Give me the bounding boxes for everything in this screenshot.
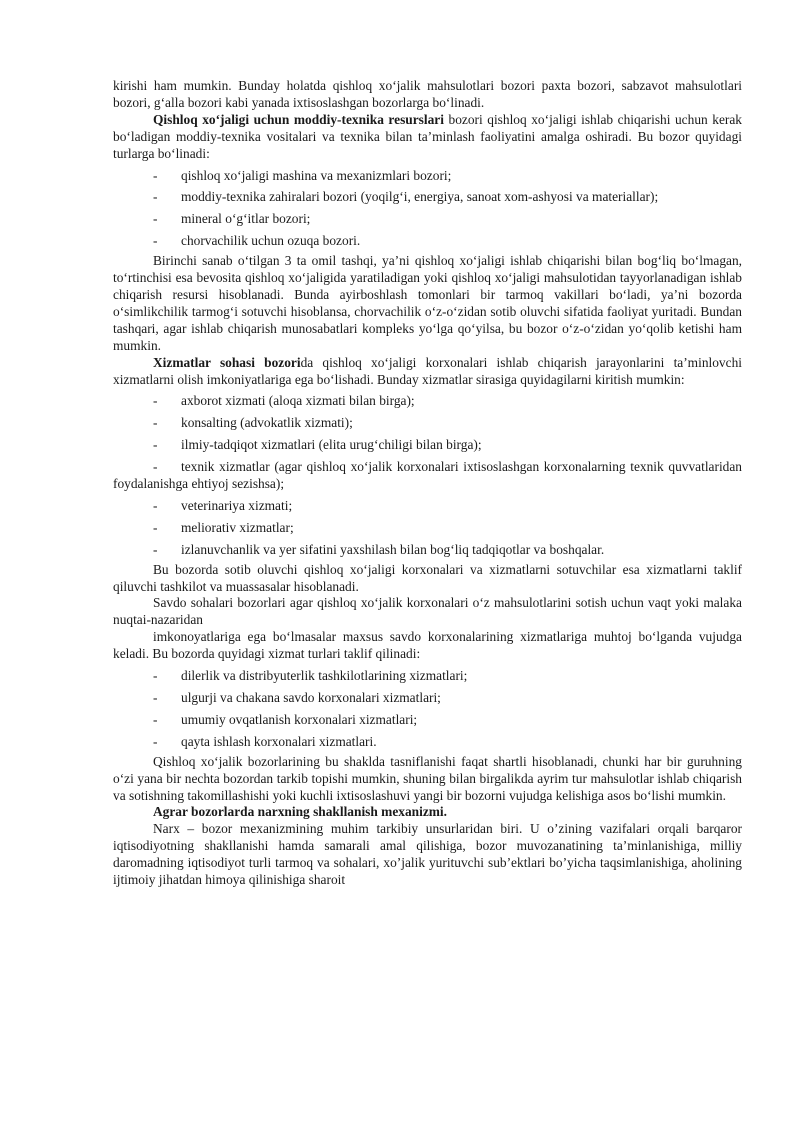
list-item-text: moddiy-texnika zahiralari bozori (yoqilg‘i, energiya, sanoat xom-ashyosi va materiallar); xyxy=(181,189,659,205)
dash-bullet: - xyxy=(153,393,158,409)
list-item-text: veterinariya xizmati; xyxy=(181,497,293,513)
list-item xyxy=(113,668,742,685)
section-heading: Agrar bozorlarda narxning shakllanish mexanizmi. xyxy=(153,804,447,820)
list-item-text: meliorativ xizmatlar; xyxy=(181,519,294,535)
dash-bullet: - xyxy=(153,497,158,513)
dash-bullet: - xyxy=(153,415,158,431)
list-item xyxy=(113,459,742,493)
document-page xyxy=(113,78,742,889)
list-item xyxy=(113,168,742,185)
dash-bullet: - xyxy=(153,233,158,249)
dash-bullet: - xyxy=(153,733,158,749)
list-item-text: izlanuvchanlik va yer sifatini yaxshilash bilan bog‘liq tadqiqotlar va boshqalar. xyxy=(181,541,605,557)
paragraph-text: bozori qishloq xo‘jaligi ishlab chiqarishi uchun kerak bo‘ladigan moddiy-texnika vositalari va texnika bilan ta’minlash faoliyatini amalga oshiradi. Bu bozor quyidagi turlarga bo‘linadi: xyxy=(113,111,742,161)
dash-bullet: - xyxy=(153,541,158,557)
list-item-text: ilmiy-tadqiqot xizmatlari (elita urug‘chiligi bilan birga); xyxy=(181,437,482,453)
paragraph: Birinchi sanab o‘tilgan 3 ta omil tashqi, ya’ni qishloq xo‘jaligi ishlab chiqarishi bilan bog‘liq bo‘lmagan, to‘rtinchisi esa bevosita qishloq xo‘jaligida yaratiladigan yoki qishloq xo‘jaligi mahsulotidan tayyorlanadigan ishlab chiqarish resursi hisoblanadi. Bunda ayirboshlash tomonlari bir tarmoq vakillari bo‘ladi, ya’ni bozorda o‘simlikchilik tarmog‘i sotuvchi hisoblansa, chorvachilik o‘z-o‘zidan sotib oluvchi sifatida faoliyat yuritadi. Bundan tashqari, agar ishlab chiqarish munosabatlari kompleks yo‘lga qo‘yilsa, bu bozor o‘z-o‘zidan yo‘qolib ketishi ham mumkin. xyxy=(113,253,742,353)
dash-bullet: - xyxy=(153,437,158,453)
paragraph: imkonoyatlariga ega bo‘lmasalar maxsus savdo korxonalarining xizmatlariga muhtoj bo‘lganda vujudga keladi. Bu bozorda quyidagi xizmat turlari taklif qilinadi: xyxy=(113,629,742,662)
list-item xyxy=(113,734,742,751)
list-item xyxy=(113,189,742,206)
dash-bullet: - xyxy=(153,189,158,205)
list-item-text: dilerlik va distribyuterlik tashkilotlarining xizmatlari; xyxy=(181,668,468,684)
paragraph: Savdo sohalari bozorlari agar qishloq xo‘jalik korxonalari o‘z mahsulotlarini sotish uchun vaqt yoki malaka nuqtai-nazaridan xyxy=(113,595,742,628)
paragraph xyxy=(113,355,742,389)
list-item-text: axborot xizmati (aloqa xizmati bilan birga); xyxy=(181,393,415,409)
paragraph: Narx – bozor mexanizmining muhim tarkibiy unsurlaridan biri. U o’zining vazifalari orqali barqaror iqtisodiyotning shakllanishi hamda samarali amal qilishiga, bozor muvozanatining ta’minlanishiga, milliy daromadning iqtisodiyot turli tarmoq va sohalari, xo’jalik yurituvchi sub’ektlari bo’yicha taqsimlanishiga, aholining ijtimoiy jihatdan himoya qilinishiga sharoit xyxy=(113,821,742,888)
list-item-text: umumiy ovqatlanish korxonalari xizmatlari; xyxy=(181,711,418,727)
dash-bullet: - xyxy=(153,211,158,227)
dash-bullet: - xyxy=(153,519,158,535)
bold-term: Xizmatlar sohasi bozori xyxy=(153,354,301,370)
list-item-text: qishloq xo‘jaligi mashina va mexanizmlari bozori; xyxy=(181,167,452,183)
list-item-text: ulgurji va chakana savdo korxonalari xizmatlari; xyxy=(181,690,441,705)
list-item-text: mineral o‘g‘itlar bozori; xyxy=(181,211,311,227)
list-item xyxy=(113,712,742,729)
dash-bullet: - xyxy=(153,690,158,705)
list-item-text: chorvachilik uchun ozuqa bozori. xyxy=(181,233,361,249)
list-item xyxy=(113,393,742,410)
list-item xyxy=(113,520,742,537)
list-item xyxy=(113,542,742,559)
paragraph: kirishi ham mumkin. Bunday holatda qishloq xo‘jalik mahsulotlari bozori paxta bozori, sabzavot mahsulotlari bozori, g‘alla bozori kabi yanada ixtisoslashgan bozorlarga bo‘linadi. xyxy=(113,78,742,110)
dash-bullet: - xyxy=(153,167,158,183)
list-item-text: texnik xizmatlar (agar qishloq xo‘jalik korxonalari ixtisoslashgan korxonalarning texnik quvvatlaridan foydalanishga ehtiyoj sezishsa); xyxy=(113,459,742,492)
list-item-text: qayta ishlash korxonalari xizmatlari. xyxy=(181,733,377,749)
list-item xyxy=(113,437,742,454)
paragraph: Qishloq xo‘jalik bozorlarining bu shaklda tasniflanishi faqat shartli hisoblanadi, chunki har bir guruhning o‘zi yana bir nechta bozordan tarkib topishi mumkin, shuning bilan birgalikda ayrim tur mahsulotlar ishlab chiqarish va sotishning takomillashishi yoki kuchli ixtisoslashuvi yangi bir bozorni vujudga kelishiga asos bo‘lishi mumkin. xyxy=(113,753,742,803)
list-item xyxy=(113,498,742,515)
dash-bullet: - xyxy=(153,711,158,727)
list-item xyxy=(113,415,742,432)
paragraph-text: da qishloq xo‘jaligi korxonalari ishlab chiqarish jarayonlarini ta’minlovchi xizmatlarni olish imkoniyatlariga ega bo‘lishadi. Bunday xizmatlar sirasiga quyidagilarni kiritish mumkin: xyxy=(113,354,742,387)
paragraph xyxy=(113,112,742,163)
bold-term: Qishloq xo‘jaligi uchun moddiy-texnika resurslari xyxy=(153,111,444,127)
list-item xyxy=(113,233,742,250)
list-item xyxy=(113,211,742,228)
dash-bullet: - xyxy=(153,459,158,475)
list-item-text: konsalting (advokatlik xizmati); xyxy=(181,415,353,431)
paragraph: Bu bozorda sotib oluvchi qishloq xo‘jaligi korxonalari va xizmatlarni sotuvchilar esa xizmatlarni taklif qiluvchi tashkilot va muassasalar hisoblanadi. xyxy=(113,561,742,594)
dash-bullet: - xyxy=(153,668,158,684)
list-item xyxy=(113,690,742,707)
